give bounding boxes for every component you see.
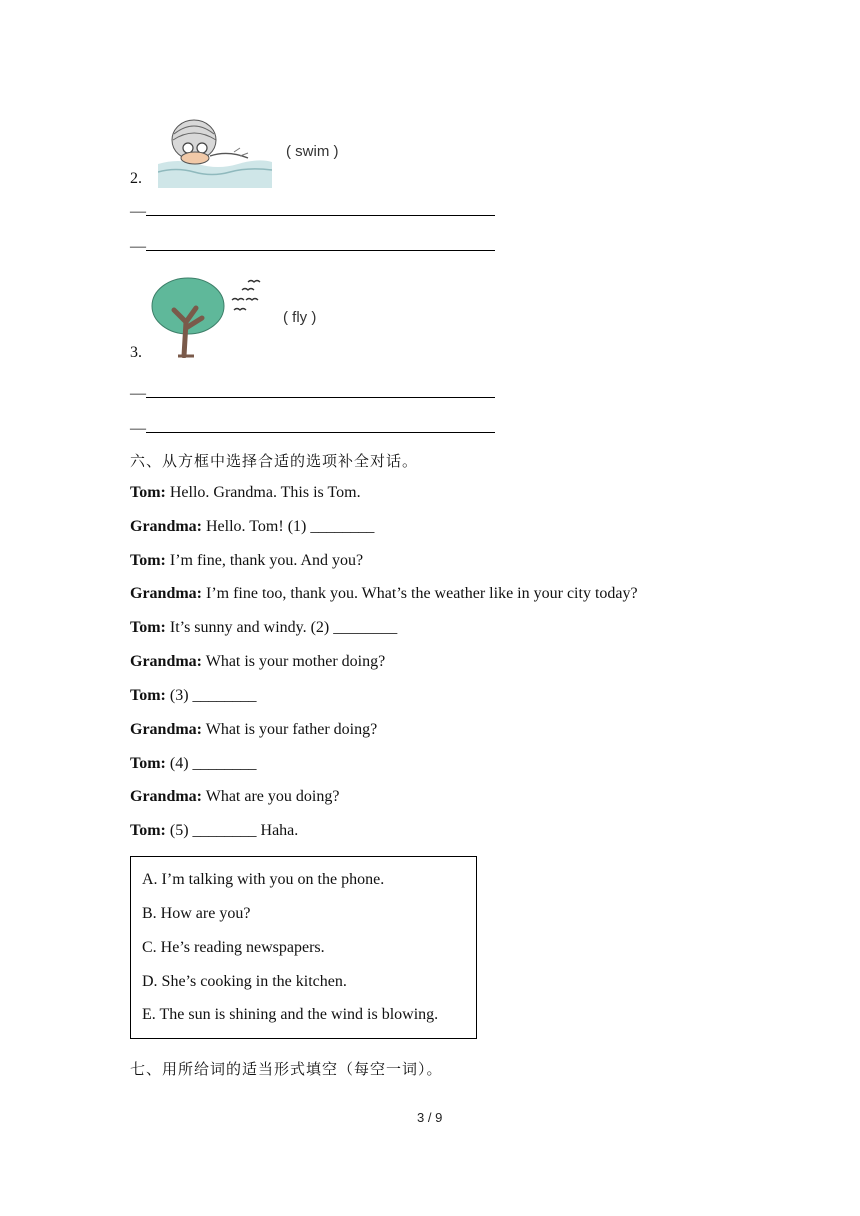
dash: — bbox=[130, 238, 146, 255]
speaker: Tom: bbox=[130, 484, 166, 501]
option-c: C. He’s reading newspapers. bbox=[142, 939, 325, 956]
swimmer-picture bbox=[158, 112, 272, 188]
dialogue-line bbox=[130, 552, 363, 570]
dialogue-line bbox=[130, 822, 298, 840]
answer-line[interactable] bbox=[130, 383, 495, 403]
dash: — bbox=[130, 420, 146, 437]
tree-birds-picture bbox=[148, 272, 266, 358]
page-number: 3 / 9 bbox=[417, 1110, 443, 1125]
dash: — bbox=[130, 203, 146, 220]
dialogue-line bbox=[130, 653, 385, 671]
utterance: (3) ________ bbox=[165, 687, 257, 704]
utterance: What is your father doing? bbox=[202, 721, 378, 738]
dialogue-line bbox=[130, 788, 339, 806]
dialogue-line bbox=[130, 518, 374, 536]
speaker: Tom: bbox=[130, 619, 166, 636]
blank-underline bbox=[146, 236, 495, 251]
dialogue-line bbox=[130, 619, 397, 637]
section6-title: 六、从方框中选择合适的选项补全对话。 bbox=[130, 452, 419, 470]
utterance: (4) ________ bbox=[165, 755, 257, 772]
dialogue-line bbox=[130, 687, 257, 705]
utterance: What is your mother doing? bbox=[202, 653, 386, 670]
speaker: Grandma: bbox=[130, 653, 202, 670]
option-d: D. She’s cooking in the kitchen. bbox=[142, 973, 347, 990]
speaker: Grandma: bbox=[130, 788, 202, 805]
dialogue-line bbox=[130, 721, 377, 739]
blank-underline bbox=[146, 383, 495, 398]
speaker: Grandma: bbox=[130, 585, 202, 602]
speaker: Grandma: bbox=[130, 721, 202, 738]
answer-line[interactable] bbox=[130, 418, 495, 438]
hint-swim: ( swim ) bbox=[286, 143, 339, 160]
hint-fly: ( fly ) bbox=[283, 309, 317, 326]
tree-birds-icon bbox=[148, 272, 266, 358]
option-a: A. I’m talking with you on the phone. bbox=[142, 871, 385, 888]
section7-title: 七、用所给词的适当形式填空（每空一词）。 bbox=[130, 1060, 443, 1078]
item-number-3: 3. bbox=[130, 344, 142, 361]
speaker: Tom: bbox=[130, 687, 166, 704]
option-e: E. The sun is shining and the wind is blowing. bbox=[142, 1006, 439, 1023]
answer-line[interactable] bbox=[130, 201, 495, 221]
dialogue-line bbox=[130, 755, 257, 773]
dash: — bbox=[130, 385, 146, 402]
dialogue-line bbox=[130, 585, 638, 603]
utterance: Hello. Tom! (1) ________ bbox=[202, 518, 375, 535]
utterance: I’m fine, thank you. And you? bbox=[165, 552, 364, 569]
utterance: What are you doing? bbox=[202, 788, 340, 805]
swimmer-icon bbox=[158, 112, 272, 188]
speaker: Tom: bbox=[130, 552, 166, 569]
utterance: (5) ________ Haha. bbox=[165, 822, 299, 839]
speaker: Tom: bbox=[130, 822, 166, 839]
answer-line[interactable] bbox=[130, 236, 495, 256]
speaker: Tom: bbox=[130, 755, 166, 772]
blank-underline bbox=[146, 418, 495, 433]
utterance: I’m fine too, thank you. What’s the weather like in your city today? bbox=[202, 585, 638, 602]
utterance: It’s sunny and windy. (2) ________ bbox=[165, 619, 398, 636]
dialogue-line bbox=[130, 484, 361, 502]
item-number-2: 2. bbox=[130, 170, 142, 187]
blank-underline bbox=[146, 201, 495, 216]
speaker: Grandma: bbox=[130, 518, 202, 535]
option-b: B. How are you? bbox=[142, 905, 251, 922]
utterance: Hello. Grandma. This is Tom. bbox=[165, 484, 361, 501]
